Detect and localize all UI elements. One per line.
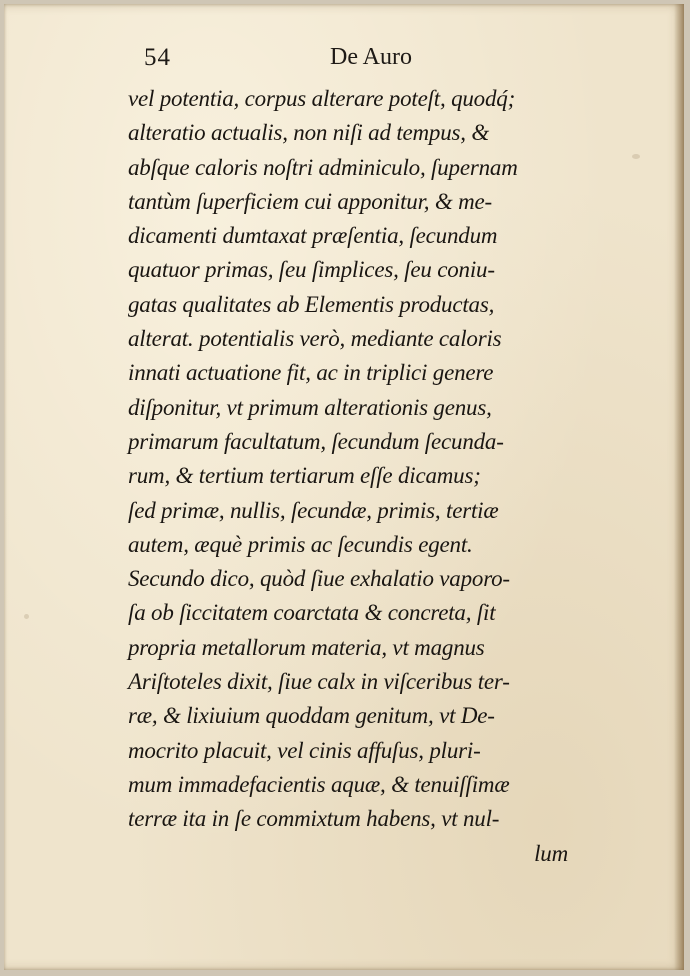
text-line: Secundo dico, quòd ſiue exhalatio vaporo-	[128, 566, 510, 592]
text-line: propria metallorum materia, vt magnus	[128, 634, 485, 660]
text-line: gatas qualitates ab Elementis productas,	[128, 291, 495, 317]
text-line: Ariſtoteles dixit, ſiue calx in viſceribus ter-	[128, 669, 510, 695]
text-line: terræ ita in ſe commixtum habens, vt nul-	[128, 806, 500, 832]
page-edge-shadow	[674, 4, 684, 970]
text-line: quatuor primas, ſeu ſimplices, ſeu coniu-	[128, 257, 495, 283]
text-line: ſed primæ, nullis, ſecundæ, primis, tertiæ	[128, 497, 499, 523]
text-line: tantùm ſuperficiem cui apponitur, & me-	[128, 188, 492, 214]
book-page	[4, 4, 684, 970]
page-number: 54	[144, 44, 171, 71]
page-stain	[24, 614, 29, 619]
text-line: alteratio actualis, non niſi ad tempus, &	[128, 120, 490, 146]
text-line: ſa ob ſiccitatem coarctata & concreta, ſit	[128, 600, 496, 626]
text-line: diſponitur, vt primum alterationis genus,	[128, 394, 492, 420]
text-line: ræ, & lixiuium quoddam genitum, vt De-	[128, 703, 495, 729]
body-text	[128, 82, 608, 871]
page-stain	[632, 154, 640, 159]
text-line: dicamenti dumtaxat præſentia, ſecundum	[128, 223, 498, 249]
text-line: primarum facultatum, ſecundum ſecunda-	[128, 428, 504, 454]
text-line: rum, & tertium tertiarum eſſe dicamus;	[128, 463, 481, 489]
text-line: vel potentia, corpus alterare poteſt, quodq́;	[128, 86, 516, 111]
text-line: innati actuatione fit, ac in triplici genere	[128, 360, 494, 386]
text-line: abſque caloris noſtri adminiculo, ſupernam	[128, 154, 518, 180]
text-line: mum immadefacientis aquæ, & tenuiſſimæ	[128, 771, 510, 797]
running-title: De Auro	[330, 44, 412, 70]
text-line: alterat. potentialis verò, mediante caloris	[128, 326, 502, 352]
text-line: autem, æquè primis ac ſecundis egent.	[128, 531, 473, 557]
running-head	[4, 40, 684, 80]
catchword: lum	[534, 840, 568, 866]
text-line: mocrito placuit, vel cinis affuſus, pluri-	[128, 737, 481, 763]
